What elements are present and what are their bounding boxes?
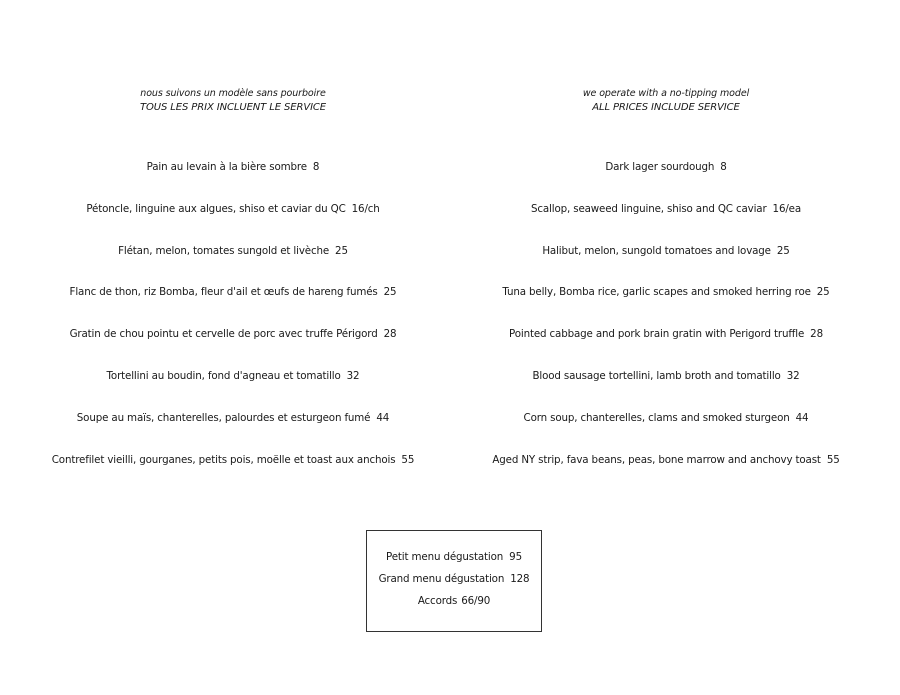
menu-item-price: 25 [776, 244, 790, 257]
english-prices-include-service-text: ALL PRICES INCLUDE SERVICE [592, 102, 740, 113]
menu-item-price: 55 [826, 453, 840, 466]
menu-item-name: Blood sausage tortellini, lamb broth and tomatillo [532, 369, 781, 382]
english-service-notice [441, 87, 891, 115]
menu-item [441, 243, 891, 285]
french-menu-items [0, 159, 466, 493]
menu-item-price: 32 [786, 369, 800, 382]
menu-item-name: Tortellini au boudin, fond d'agneau et tomatillo [106, 369, 341, 382]
tasting-menu-item [367, 571, 541, 593]
menu-item-price: 32 [346, 369, 360, 382]
menu-item-name: Soupe au maïs, chanterelles, palourdes et esturgeon fumé [76, 411, 371, 424]
menu-item-name: Corn soup, chanterelles, clams and smoked sturgeon [523, 411, 790, 424]
menu-item-price: 28 [810, 328, 823, 341]
menu-item-name: Contrefilet vieilli, gourganes, petits pois, moëlle et toast aux anchois [51, 453, 396, 466]
menu-item-price: 25 [335, 244, 348, 257]
menu-item-price: 55 [401, 453, 415, 466]
tasting-menu-item [367, 593, 541, 615]
menu-item [441, 452, 891, 494]
menu-item-name: Pétoncle, linguine aux algues, shiso et caviar du QC [86, 202, 346, 215]
menu-item [0, 159, 466, 201]
menu-item-price: 16/ch [351, 202, 380, 215]
menu-item-price: 8 [720, 161, 727, 173]
menu-item [0, 368, 466, 410]
tasting-item-price: 95 [509, 551, 522, 563]
menu-item [441, 326, 891, 368]
menu-item-name: Tuna belly, Bomba rice, garlic scapes and smoked herring roe [502, 286, 811, 299]
menu-item-price: 25 [383, 286, 397, 299]
english-no-tipping-text: we operate with a no-tipping model [582, 88, 750, 99]
menu-item-name: Scallop, seaweed linguine, shiso and QC caviar [530, 202, 767, 215]
tasting-item-name: Grand menu dégustation [378, 573, 505, 585]
menu-item [0, 284, 466, 326]
menu-item [441, 284, 891, 326]
menu-item [441, 201, 891, 243]
menu-item-price: 44 [376, 411, 390, 424]
menu-item [0, 201, 466, 243]
menu-item-name: Halibut, melon, sungold tomatoes and lovage [542, 244, 771, 257]
menu-item-name: Flanc de thon, riz Bomba, fleur d'ail et œufs de hareng fumés [69, 286, 378, 299]
menu-item [0, 243, 466, 285]
french-service-notice [0, 87, 466, 115]
menu-item [441, 368, 891, 410]
tasting-menu-item [367, 549, 541, 571]
french-prices-include-service-text: TOUS LES PRIX INCLUENT LE SERVICE [139, 102, 327, 113]
menu-item [441, 410, 891, 452]
english-menu-items [441, 159, 891, 493]
menu-item [0, 326, 466, 368]
menu-item [0, 452, 466, 494]
tasting-menu-box [366, 530, 542, 632]
menu-item-name: Aged NY strip, fava beans, peas, bone marrow and anchovy toast [492, 453, 821, 466]
tasting-item-price: 66/90 [461, 595, 491, 607]
menu-item-price: 28 [383, 328, 397, 341]
tasting-item-price: 128 [510, 573, 530, 585]
menu-item-name: Flétan, melon, tomates sungold et livèche [118, 244, 330, 257]
menu-item-price: 44 [795, 411, 809, 424]
tasting-item-name: Petit menu dégustation [386, 551, 504, 563]
menu-item-price: 8 [312, 161, 320, 173]
menu-item-name: Pointed cabbage and pork brain gratin with Perigord truffle [509, 328, 805, 341]
menu-item-name: Pain au levain à la bière sombre [146, 161, 307, 173]
tasting-item-name: Accords [417, 595, 458, 607]
menu-item-price: 25 [816, 286, 830, 299]
french-no-tipping-text: nous suivons un modèle sans pourboire [140, 88, 326, 99]
menu-item-price: 16/ea [772, 202, 802, 215]
menu-item [441, 159, 891, 201]
menu-item-name: Dark lager sourdough [605, 161, 715, 173]
menu-item [0, 410, 466, 452]
menu-item-name: Gratin de chou pointu et cervelle de porc avec truffe Périgord [69, 328, 378, 341]
tasting-menu-items [367, 549, 541, 615]
